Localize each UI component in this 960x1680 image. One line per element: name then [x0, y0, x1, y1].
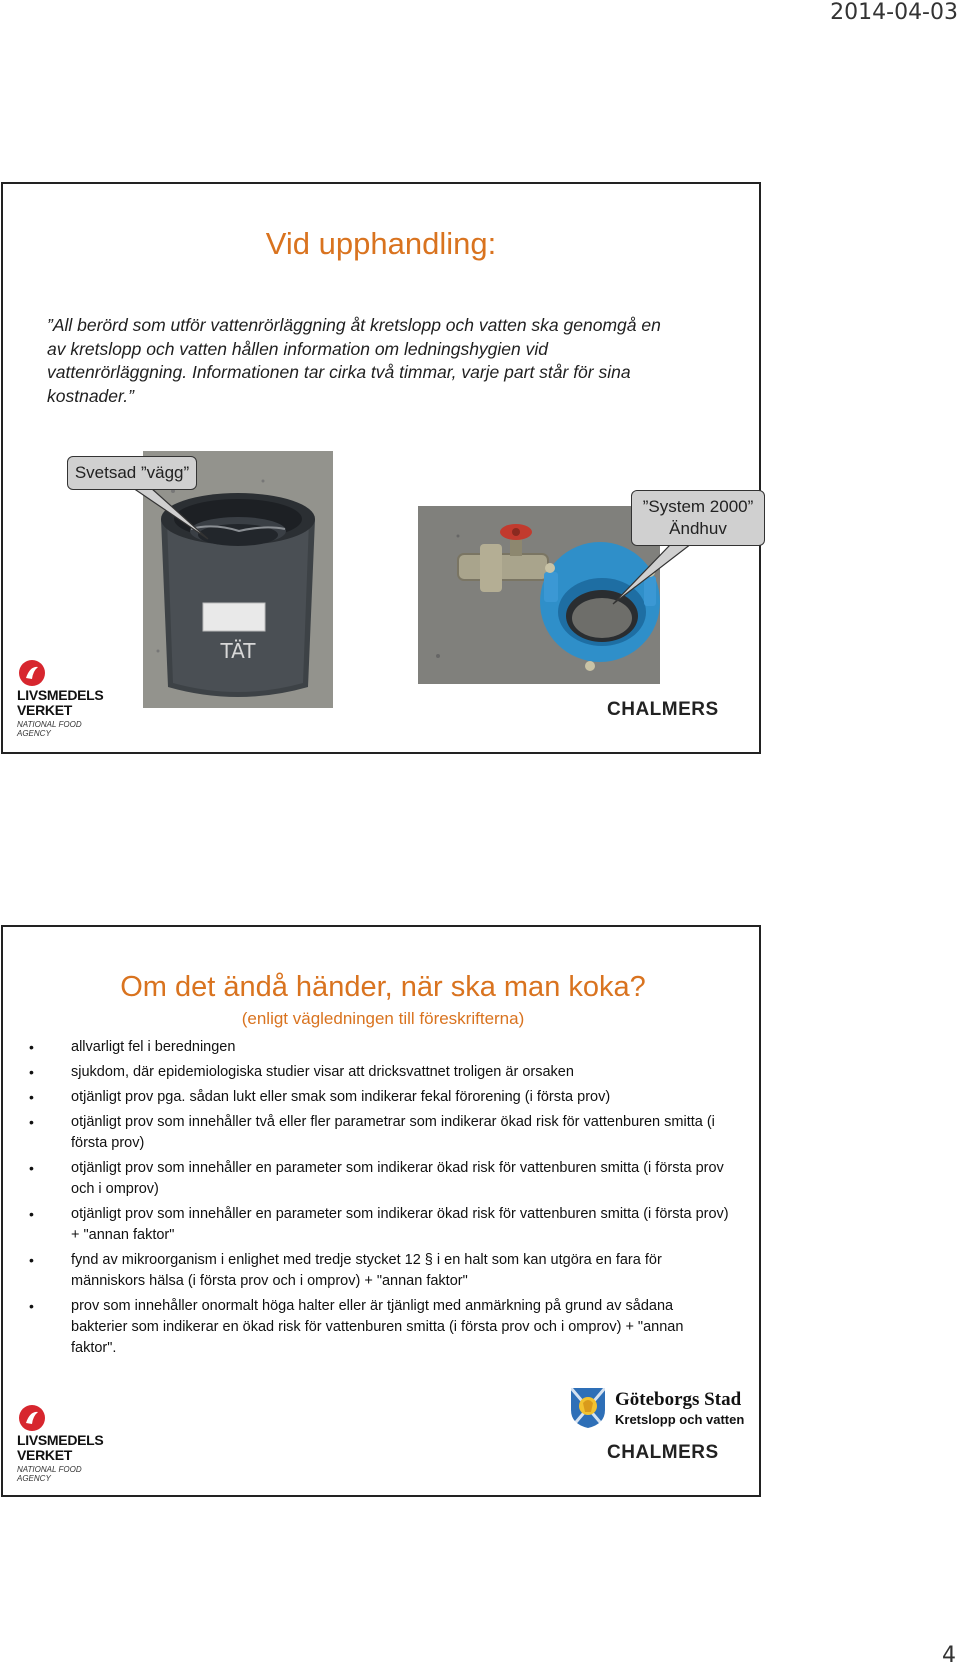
procurement-quote [47, 314, 697, 408]
bullet-icon: • [29, 1160, 34, 1176]
pipe-marking-text: TÄT [220, 639, 256, 663]
bullet-icon: • [29, 1114, 34, 1130]
bullet-icon: • [29, 1064, 34, 1080]
callout-line: Ändhuv [669, 519, 727, 538]
lv-name-line: VERKET [17, 1447, 72, 1463]
slide-1-title: Vid upphandling: [265, 226, 497, 261]
lv-sub-line [17, 1465, 87, 1483]
bullet-icon: • [29, 1039, 34, 1055]
bullet-text: fynd av mikroorganism i enlighet med tredje stycket 12 § i en halt som kan utgöra en fara för människors hälsa (i första prov och i omprov) + "annan faktor" [71, 1252, 662, 1289]
list-item [29, 1062, 729, 1083]
bullet-text: otjänligt prov som innehåller en parameter som indikerar ökad risk för vattenburen smitta (i första prov) + "annan faktor" [71, 1206, 729, 1243]
bullet-text: allvarligt fel i beredningen [71, 1039, 236, 1055]
livsmedelsverket-logo [17, 658, 104, 738]
quote-line: kostnader.” [47, 385, 134, 406]
list-item [29, 1037, 729, 1058]
slide-when-to-boil [1, 925, 761, 1497]
bullet-text: prov som innehåller onormalt höga halter eller är tjänligt med anmärkning på grund av sådana bakterier som indikerar en ökad risk för vattenburen smitta (i första prov och i omprov) + "annan faktor". [71, 1298, 684, 1356]
boil-criteria-list [29, 1037, 729, 1363]
slide-procurement [1, 182, 761, 754]
callout-line: ”System 2000” [642, 497, 754, 516]
lv-sub-line [17, 720, 87, 738]
livsmedelsverket-emblem-icon [17, 658, 47, 688]
lv-sub-text: NATIONAL FOOD [17, 1465, 82, 1474]
page-date: 2014-04-03 [830, 0, 958, 25]
end-cap-coupling-photo [418, 506, 660, 684]
lv-name-line: VERKET [17, 702, 72, 718]
slide-2-title: Om det ändå händer, när ska man koka? [120, 971, 646, 1003]
list-item [29, 1250, 729, 1292]
quote-line: vattenrörläggning. Informationen tar cirka två timmar, varje part står för sina [47, 362, 631, 382]
goteborg-shield-icon [569, 1386, 607, 1430]
list-item [29, 1204, 729, 1246]
callout-welded-wall: Svetsad ”vägg” [67, 456, 197, 490]
lv-sub-text: AGENCY [17, 729, 51, 738]
bullet-icon: • [29, 1206, 34, 1222]
quote-line: av kretslopp och vatten hållen information om ledningshygien vid [47, 338, 548, 359]
lv-name-line: LIVSMEDELS [17, 1432, 104, 1448]
list-item [29, 1087, 729, 1108]
list-item [29, 1112, 729, 1154]
bullet-icon: • [29, 1089, 34, 1105]
quote-line: ”All berörd som utför vattenrörläggning åt kretslopp och vatten ska genomgå en [47, 315, 661, 335]
livsmedelsverket-emblem-icon [17, 1403, 47, 1433]
list-item [29, 1158, 729, 1200]
goteborgs-stad-logo [569, 1386, 749, 1434]
bullet-icon: • [29, 1252, 34, 1268]
livsmedelsverket-logo [17, 1403, 104, 1483]
bullet-text: sjukdom, där epidemiologiska studier visar att dricksvattnet troligen är orsaken [71, 1064, 574, 1080]
lv-name-line: LIVSMEDELS [17, 687, 104, 703]
chalmers-logo: CHALMERS [607, 1442, 719, 1463]
bullet-icon: • [29, 1298, 34, 1314]
bullet-text: otjänligt prov som innehåller en parameter som indikerar ökad risk för vattenburen smitta (i första prov och i omprov) [71, 1160, 724, 1197]
bullet-text: otjänligt prov som innehåller två eller fler parametrar som indikerar ökad risk för vattenburen smitta (i första prov) [71, 1114, 715, 1151]
lv-sub-text: NATIONAL FOOD [17, 720, 82, 729]
chalmers-logo: CHALMERS [607, 699, 719, 720]
lv-sub-text: AGENCY [17, 1474, 51, 1483]
goteborg-department: Kretslopp och vatten [615, 1412, 745, 1427]
page-number: 4 [942, 1643, 956, 1668]
slide-2-subtitle: (enligt vägledningen till föreskrifterna) [241, 1009, 525, 1028]
goteborg-name: Göteborgs Stad [615, 1389, 742, 1410]
bullet-text: otjänligt prov pga. sådan lukt eller smak som indikerar fekal förorening (i första prov) [71, 1089, 611, 1105]
list-item [29, 1296, 729, 1359]
callout-system-2000 [631, 490, 765, 546]
